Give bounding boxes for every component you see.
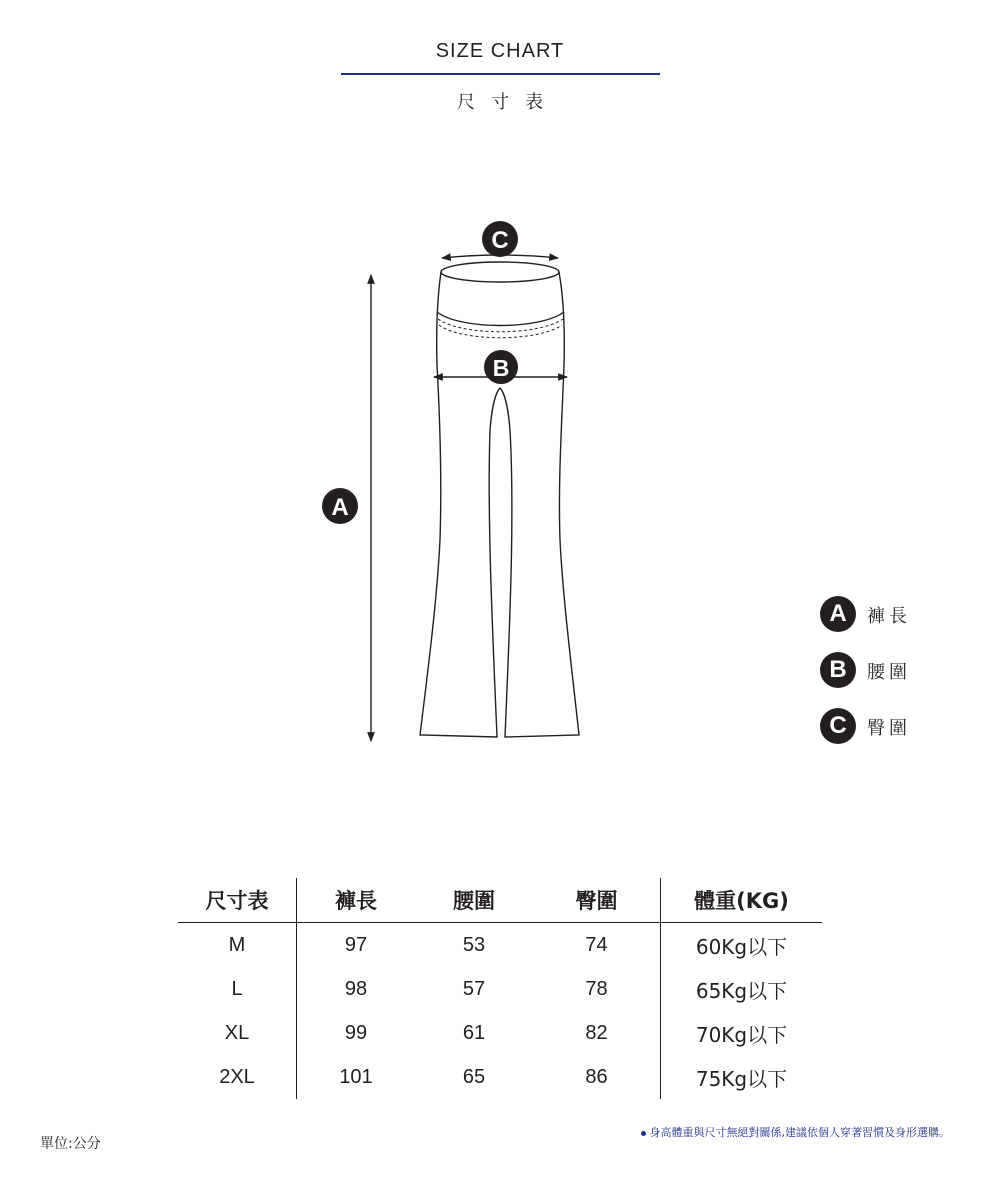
table-row xyxy=(178,967,822,1011)
bullet-icon xyxy=(641,1131,646,1136)
legend-item-length xyxy=(820,596,940,632)
cell-waist: 53 xyxy=(462,933,486,956)
legend-badge: C xyxy=(820,708,856,744)
cell-size: M xyxy=(178,923,297,968)
title-zh: 尺寸表 xyxy=(457,92,559,113)
marker-b xyxy=(484,350,518,384)
legend-badge: A xyxy=(820,596,856,632)
cell-weight: 70Kg以下 xyxy=(695,1022,788,1047)
cell-length: 97 xyxy=(344,933,368,956)
table-row xyxy=(178,1055,822,1099)
legend-item-hip xyxy=(820,708,940,744)
legend-badge: B xyxy=(820,652,856,688)
cell-hip: 74 xyxy=(533,923,661,968)
table-header-row xyxy=(178,878,822,923)
table-row xyxy=(178,1011,822,1055)
cell-hip: 82 xyxy=(533,1011,661,1055)
title-en: SIZE CHART xyxy=(435,40,565,62)
svg-text:C: C xyxy=(491,227,509,254)
header-weight: 體重(KG) xyxy=(661,878,823,923)
legend-label: 褲長 xyxy=(867,606,911,627)
cell-hip: 78 xyxy=(533,967,661,1011)
header-size: 尺寸表 xyxy=(178,878,297,923)
svg-text:B: B xyxy=(492,355,510,381)
cell-length: 98 xyxy=(344,977,368,1000)
cell-weight: 60Kg以下 xyxy=(695,934,788,959)
cell-waist: 61 xyxy=(462,1021,486,1044)
svg-text:A: A xyxy=(331,494,349,521)
size-table xyxy=(178,878,822,1099)
fit-note-text: 身高體重與尺寸無絕對關係,建議依個人穿著習慣及身形選購。 xyxy=(649,1126,950,1139)
marker-c xyxy=(482,221,518,257)
legend-item-waist xyxy=(820,652,940,688)
cell-size: L xyxy=(178,967,297,1011)
unit-label: 單位:公分 xyxy=(40,1136,101,1152)
fit-note xyxy=(641,1124,951,1140)
cell-size: 2XL xyxy=(178,1055,297,1099)
cell-weight: 75Kg以下 xyxy=(695,1066,788,1091)
header-length: 褲長 xyxy=(297,878,416,923)
cell-weight: 65Kg以下 xyxy=(695,978,788,1003)
cell-size: XL xyxy=(178,1011,297,1055)
cell-hip: 86 xyxy=(533,1055,661,1099)
cell-waist: 57 xyxy=(462,977,486,1000)
cell-length: 101 xyxy=(339,1065,373,1088)
table-row xyxy=(178,923,822,968)
legend-label: 臀圍 xyxy=(867,718,911,739)
pants-outline xyxy=(420,262,579,737)
header-hip: 臀圍 xyxy=(533,878,661,923)
cell-length: 99 xyxy=(344,1021,368,1044)
cell-waist: 65 xyxy=(462,1065,486,1088)
marker-a xyxy=(322,488,358,524)
header-waist: 腰圍 xyxy=(415,878,533,923)
legend-label: 腰圍 xyxy=(867,662,911,683)
